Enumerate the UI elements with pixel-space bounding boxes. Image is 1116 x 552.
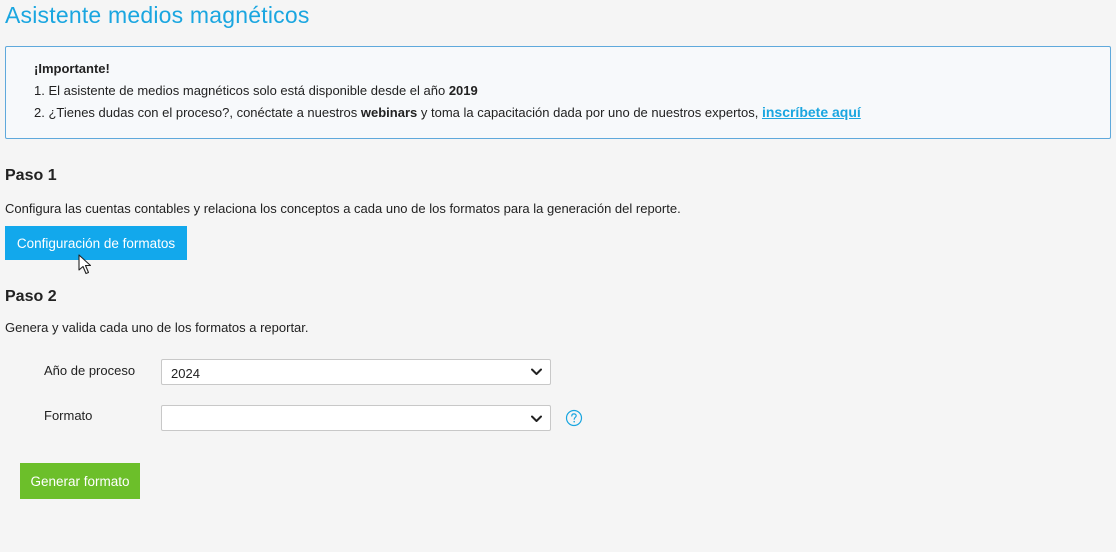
format-configuration-button[interactable]: Configuración de formatos [5,226,187,260]
important-notice [5,46,1111,139]
notice-line-2-post: y toma la capacitación dada por uno de nuestros expertos, [417,105,762,120]
signup-link[interactable]: inscríbete aquí [761,104,861,120]
notice-webinars: webinars [360,105,418,120]
notice-heading: ¡Importante! [34,61,110,76]
chevron-down-icon [531,368,542,376]
step1-title: Paso 1 [5,167,57,184]
notice-line-2-pre: 2. ¿Tienes dudas con el proceso?, conéctate a nuestros [34,105,361,120]
notice-line-1 [34,82,1110,100]
year-select[interactable] [161,359,551,385]
chevron-down-icon [531,415,542,423]
format-label: Formato [44,408,93,423]
year-select-value: 2024 [171,366,200,381]
page-title: Asistente medios magnéticos [5,2,310,28]
notice-line-2 [34,103,1110,122]
generate-format-button[interactable]: Generar formato [20,463,140,499]
year-label: Año de proceso [44,363,136,378]
step1-description: Configura las cuentas contables y relaciona los conceptos a cada uno de los formatos para la generación del reporte. [5,201,681,216]
notice-line-1-text: 1. El asistente de medios magnéticos solo está disponible desde el año [34,83,449,98]
mouse-pointer-icon [78,254,94,276]
notice-year: 2019 [448,83,478,98]
format-select[interactable] [161,405,551,431]
step2-description: Genera y valida cada uno de los formatos a reportar. [5,320,309,335]
help-circle-icon[interactable] [565,409,583,427]
step2-title: Paso 2 [5,288,57,305]
